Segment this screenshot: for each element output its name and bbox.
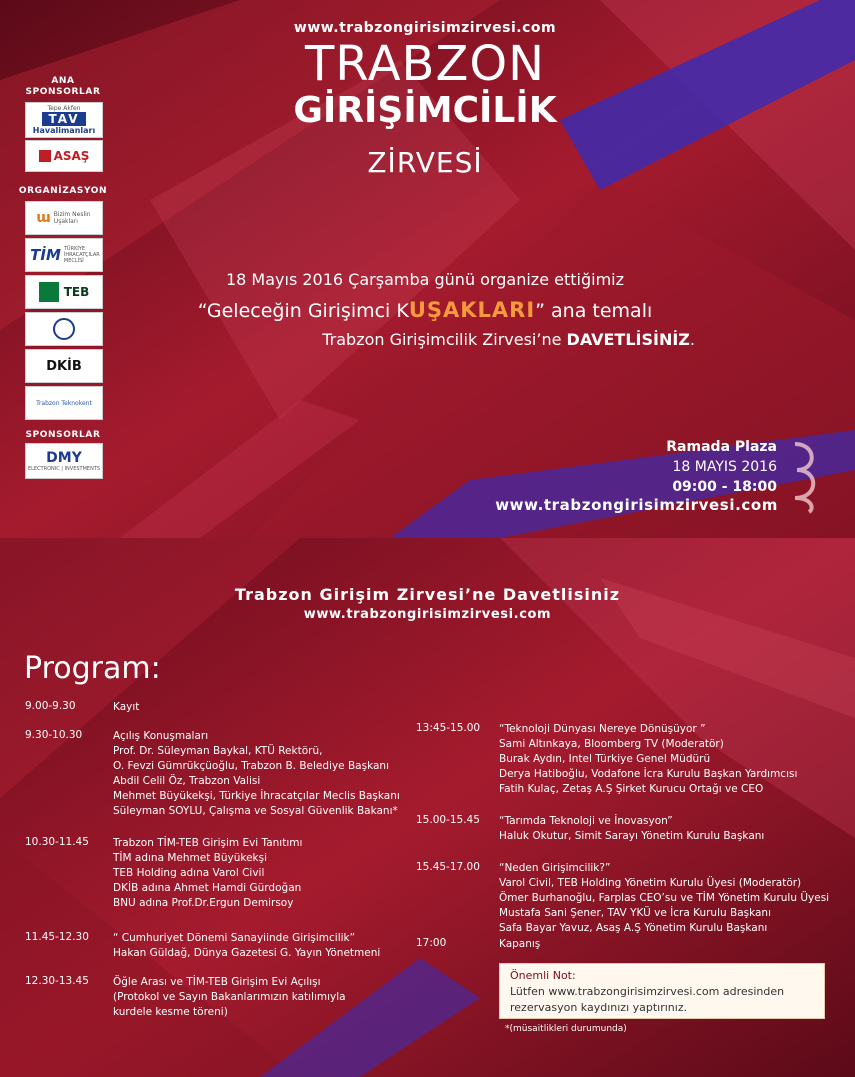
program-time: 12.30-13.45 [25, 975, 89, 987]
program-item-line: Haluk Okutur, Simit Sarayı Yönetim Kurulu Başkanı [499, 830, 765, 842]
program-item [499, 722, 797, 797]
event-hours: 09:00 - 18:00 [672, 479, 777, 495]
program-item-line: Trabzon TİM-TEB Girişim Evi Tanıtımı [113, 837, 303, 849]
program-item-line: Prof. Dr. Süleyman Baykal, KTÜ Rektörü, [113, 745, 323, 757]
program-item-line: (Protokol ve Sayın Bakanlarımızın katılımıyla [113, 991, 346, 1003]
program-time: 10.30-11.45 [25, 836, 89, 848]
program-item-line: Öğle Arası ve TİM-TEB Girişim Evi Açılışı [113, 976, 321, 988]
dmy-logo [25, 443, 103, 479]
program-time: 9.30-10.30 [25, 729, 83, 741]
invite-davetlisiniz: DAVETLİSİNİZ [566, 330, 690, 349]
note-url[interactable]: www.trabzongirisimzirvesi.com [548, 985, 720, 998]
program-time: 11.45-12.30 [25, 931, 89, 943]
program-item-line: “Tarımda Teknoloji ve İnovasyon” [499, 815, 673, 827]
program-item-line: DKİB adına Ahmet Hamdi Gürdoğan [113, 882, 302, 894]
program-item-line: “ Cumhuriyet Dönemi Sanayiinde Girişimcilik” [113, 932, 356, 944]
dkib-logo-text: DKİB [46, 358, 82, 374]
teb-logo-mark [39, 282, 59, 302]
invite-line-2-a: “Geleceğin Girişimci K [197, 300, 409, 322]
tav-logo-sub: Havalimanları [32, 126, 96, 135]
invite-line-1: 18 Mayıs 2016 Çarşamba günü organize ettiğimiz [225, 270, 624, 289]
dkib-logo [25, 349, 103, 383]
program-item-line: O. Fevzi Gümrükçüoğlu, Trabzon B. Belediye Başkanı [113, 760, 389, 772]
program-item [499, 937, 540, 952]
invite-highlight: UŞAKLARI [408, 298, 536, 322]
title-zirvesi: ZİRVESİ [367, 146, 483, 179]
program-item-line: Kapanış [499, 938, 541, 950]
note-line-1-a: Lütfen [510, 985, 549, 998]
program-item-line: Mehmet Büyükekşi, Türkiye İhracatçılar Meclis Başkanı [113, 790, 400, 802]
program-item [113, 975, 346, 1020]
tim-logo [25, 238, 103, 272]
tav-logo [25, 102, 103, 138]
title-girisimcilik: GİRİŞİMCİLİK [293, 90, 557, 131]
note-title: Önemli Not: [510, 969, 576, 982]
program-item-line: Burak Aydın, Intel Türkiye Genel Müdürü [499, 753, 711, 765]
program-item [499, 861, 829, 936]
ktu-logo [25, 312, 103, 346]
asas-logo [25, 140, 103, 172]
note-line-1-c: adresinden [719, 985, 785, 998]
dmy-logo-sub: ELECTRONIC | INVESTMENTS [27, 466, 101, 472]
asas-logo-mark [39, 150, 51, 162]
program-item-line: TİM adına Mehmet Büyükekşi [113, 852, 268, 864]
teknokent-logo [25, 386, 103, 420]
program-item-line: Sami Altınkaya, Bloomberg TV (Moderatör) [499, 738, 724, 750]
program-item [113, 729, 400, 819]
tav-logo-small: Tepe Akfen [47, 105, 81, 112]
asas-logo-text: ASAŞ [53, 149, 90, 163]
program-heading: Program: [24, 651, 161, 686]
program-item-line: TEB Holding adına Varol Civil [113, 867, 265, 879]
program-item-line: Süleyman SOYLU, Çalışma ve Sosyal Güvenlik Bakanı* [113, 805, 398, 817]
footnote: *(müsaitlikleri durumunda) [505, 1024, 627, 1034]
program-item-line: Açılış Konuşmaları [113, 730, 209, 742]
program-item-line: Mustafa Sani Şener, TAV YKÜ ve İcra Kurulu Başkanı [499, 907, 771, 919]
tim-logo-text: TÜRKİYE İHRACATÇILAR MECLİSİ [63, 246, 100, 264]
program-time: 15.00-15.45 [416, 814, 480, 826]
ktu-seal-icon [53, 318, 75, 340]
title-trabzon: TRABZON [304, 36, 546, 92]
venue-url[interactable]: www.trabzongirisimzirvesi.com [495, 496, 778, 514]
teb-logo-text: TEB [63, 285, 90, 299]
program-item-line: “Neden Girişimcilik?” [499, 862, 611, 874]
program-item-line: Varol Civil, TEB Holding Yönetim Kurulu Üyesi (Moderatör) [499, 877, 802, 889]
teb-logo [25, 275, 103, 309]
invite-line-3-c: . [689, 330, 695, 349]
event-date: 18 MAYIS 2016 [672, 459, 777, 475]
program-item-line: Fatih Kulaç, Zetaş A.Ş Şirket Kurucu Ortağı ve CEO [499, 783, 764, 795]
venue-name: Ramada Plaza [666, 439, 777, 455]
tav-logo-main: TAV [42, 112, 85, 126]
program-url[interactable]: www.trabzongirisimzirvesi.com [303, 607, 552, 622]
program-item-line: Safa Bayar Yavuz, Asaş A.Ş Yönetim Kurulu Başkanı [499, 922, 768, 934]
program-item [113, 836, 302, 911]
invitation-front [0, 0, 855, 538]
teknokent-logo-text: Trabzon Teknokent [36, 399, 92, 407]
program-item-line: Ömer Burhanoğlu, Farplas CEO’su ve TİM Yönetim Kurulu Üyesi [499, 892, 830, 904]
program-item [113, 931, 380, 961]
invite-line-2 [150, 298, 700, 322]
dmy-logo-text: DMY [46, 450, 82, 466]
program-item [499, 814, 764, 844]
program-item [113, 700, 139, 715]
program-item-line: Derya Hatiboğlu, Vodafone İcra Kurulu Başkan Yardımcısı [499, 768, 798, 780]
program-item-line: Hakan Güldağ, Dünya Gazetesi G. Yayın Yönetmeni [113, 947, 381, 959]
main-sponsors-title-2: SPONSORLAR [25, 87, 101, 97]
note-line-1 [510, 984, 814, 1000]
program-time: 15.45-17.00 [416, 861, 480, 873]
invite-line-3 [150, 330, 695, 349]
event-details [666, 437, 777, 497]
program-item-line: Kayıt [113, 701, 140, 713]
program-time: 13:45-15.00 [416, 722, 481, 734]
important-note [499, 963, 825, 1019]
sponsors-title: SPONSORLAR [25, 430, 101, 440]
program-item-line: BNU adına Prof.Dr.Ergun Demirsoy [113, 897, 294, 909]
organization-title: ORGANİZASYON [18, 186, 108, 196]
tim-logo-mark: TİM [30, 246, 61, 264]
invite-line-2-c: ” ana temalı [535, 300, 653, 322]
program-item-line: kurdele kesme töreni) [113, 1006, 228, 1018]
header-url: www.trabzongirisimzirvesi.com [293, 20, 557, 36]
invite-line-3-a: Trabzon Girişimcilik Zirvesi’ne [322, 330, 567, 349]
program-time: 9.00-9.30 [25, 700, 76, 712]
bnu-logo-mark: ɯ [36, 210, 51, 226]
program-item-line: “Teknoloji Dünyası Nereye Dönüşüyor ” [499, 723, 706, 735]
program-item-line: Abdil Celil Öz, Trabzon Valisi [113, 775, 261, 787]
main-sponsors-title [13, 76, 113, 98]
program-time: 17:00 [416, 937, 447, 949]
note-line-2: rezervasyon kaydınızı yaptırınız. [510, 1001, 688, 1014]
main-sponsors-title-1: ANA [51, 76, 75, 86]
bnu-swirl-icon [785, 436, 825, 516]
program-title: Trabzon Girişim Zirvesi’ne Davetlisiniz [234, 585, 621, 604]
bnu-logo-text: Bizim Neslin Uşakları [53, 211, 91, 225]
bnu-logo [25, 201, 103, 235]
